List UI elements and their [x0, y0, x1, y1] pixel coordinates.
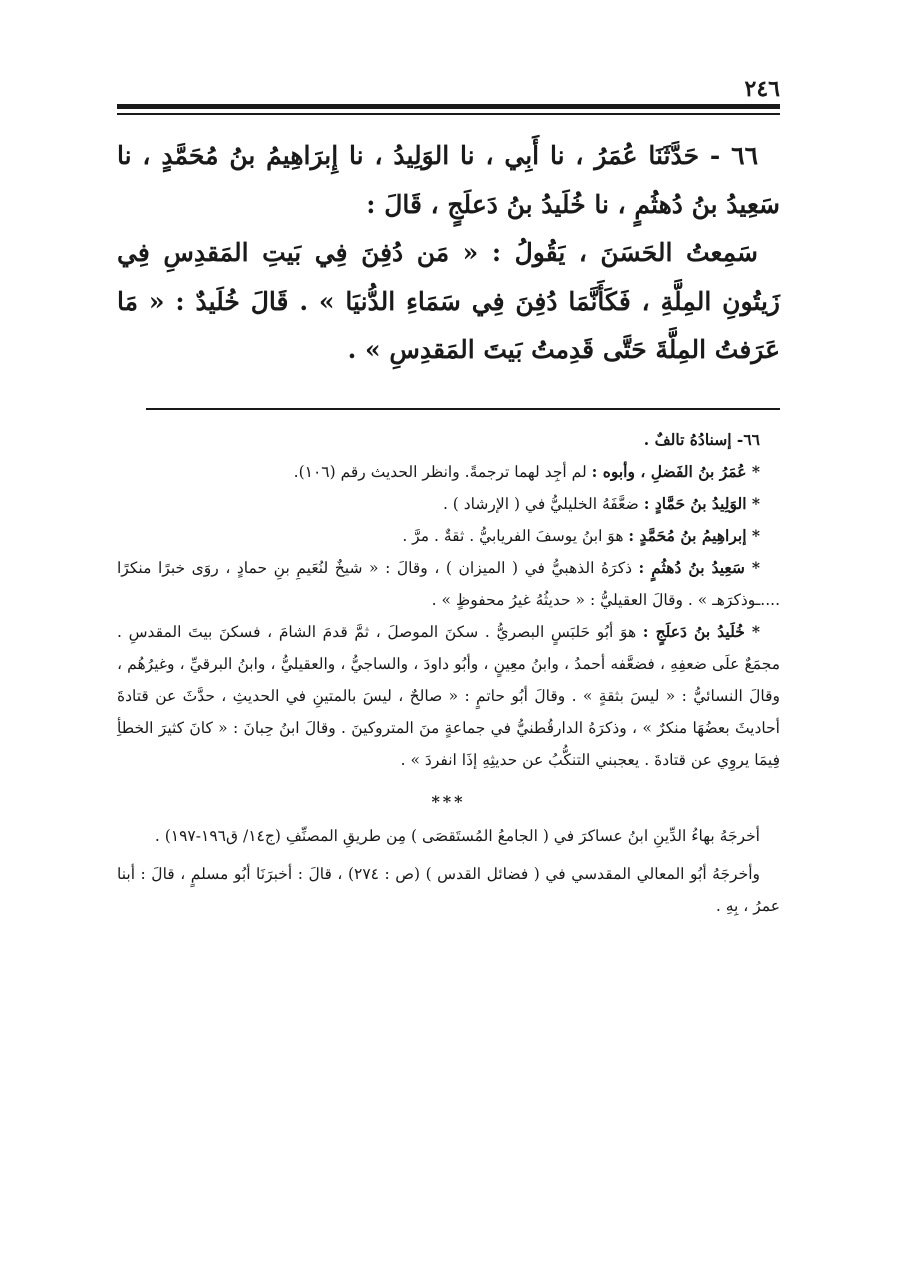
note-takhrij-ibn-asakir: أخرجَهُ بهاءُ الدِّينِ ابنُ عساكرَ في ( الجامعُ المُستَقصَى ) مِن طريقِ المصنِّفِ (ج١٤/ ق١٩٦-١٩٧) .	[154, 827, 760, 845]
narrator-note: ذكرَهُ الذهبيُّ في ( الميزان ) ، وقالَ : « شيخٌ لنُعَيمِ بنِ حمادٍ ، روَى خبرًا منكرًا ....ـوذكرَهـ » . وقالَ العقيليُّ : « حديثُهُ غيرُ محفوظٍ » .	[117, 559, 780, 609]
header-rule-thin	[117, 113, 780, 115]
narrator-note: هوَ ابنُ يوسفَ الفريابيُّ . ثقةٌ . مرَّ .	[402, 527, 629, 545]
footnote-divider	[146, 408, 780, 410]
note-narrator-khulayd	[117, 616, 780, 776]
note-narrator-umar	[117, 456, 780, 488]
narrator-name: * سَعِيدُ بنُ دُهثُمٍ :	[638, 558, 760, 577]
footnotes	[117, 424, 780, 922]
header-rule-thick	[117, 104, 780, 109]
narrator-note: هوَ أبُو حَلبَسٍ البصريُّ . سكنَ الموصلَ ، ثمَّ قدمَ الشامَ ، فسكنَ بيتَ المقدسِ . مجمَعٌ علَى ضعفِهِ ، فضعَّفه أحمدُ ، وابنُ معِينٍ ، وأبُو داودَ ، والساجيُّ ، والعقيليُّ ، وابنُ البرقيِّ ، وغيرُهُم ، وقالَ النسائيُّ : « ليسَ بثقةٍ » . وقالَ أبُو حاتمٍ : « صالحٌ ، ليسَ بالمتينِ في الحديثِ ، حدَّثَ عن قتادةَ أحاديثَ بعضُهَا منكرٌ » ، وذكرَهُ الدارقُطنيُّ في جماعةٍ منَ المتروكينَ . وقالَ ابنُ حِبانَ : « كانَ كثيرَ الخطأِ فِيمَا يروِي عن قتادةَ . يعجبني التنكُّبُ عن حديثِهِ إذَا انفردَ » .	[117, 623, 780, 769]
narrator-note: ضعَّفَهُ الخليليُّ في ( الإرشاد ) .	[442, 495, 644, 513]
note-narrator-walid	[117, 488, 780, 520]
narrator-name: * إبراهِيمُ بنُ مُحَمَّدٍ :	[628, 526, 760, 545]
narrator-name: * الوَلِيدُ بنُ حَمَّادٍ :	[643, 494, 760, 513]
section-separator-stars: ***	[431, 792, 466, 811]
hadith-chain: ٦٦ - حَدَّثَنَا عُمَرُ ، نا أَبِي ، نا الوَلِيدُ ، نا إِبرَاهِيمُ بنُ مُحَمَّدٍ ، نا سَعِيدُ بنُ دُهثُمٍ ، نا خُلَيدُ بنُ دَعلَجٍ ، قَالَ :	[117, 141, 780, 219]
narrator-note: لم أجِد لهما ترجمةً. وانظر الحديث رقم (١٠٦).	[293, 463, 592, 481]
narrator-name: * عُمَرُ بنُ الفَضلِ ، وأبوه :	[591, 462, 760, 481]
hadith-body: سَمِعتُ الحَسَنَ ، يَقُولُ : « مَن دُفِنَ فِي بَيتِ المَقدِسِ فِي زَيتُونِ المِلَّةِ ، فَكَأَنَّمَا دُفِنَ فِي سَمَاءِ الدُّنيَا » . قَالَ خُلَيدٌ : « مَا عَرَفتُ المِلَّةَ حَتَّى قَدِمتُ بَيتَ المَقدِسِ » .	[117, 238, 780, 364]
narrator-name: * خُلَيدُ بنُ دَعلَجٍ :	[642, 622, 760, 641]
note-narrator-said	[117, 552, 780, 616]
page-number: ٢٤٦	[744, 76, 780, 102]
note-isnad-grade: ٦٦- إسنادُهُ تالفٌ .	[643, 430, 760, 449]
note-takhrij-abu-al-maali: وأخرجَهُ أبُو المعالي المقدسي في ( فضائل القدس ) (ص : ٢٧٤) ، قالَ : أخبرَنَا أبُو مسلمٍ ، قالَ : أبنا عمرُ ، بِهِ .	[117, 865, 780, 915]
hadith-text	[117, 132, 780, 375]
note-narrator-ibrahim	[117, 520, 780, 552]
